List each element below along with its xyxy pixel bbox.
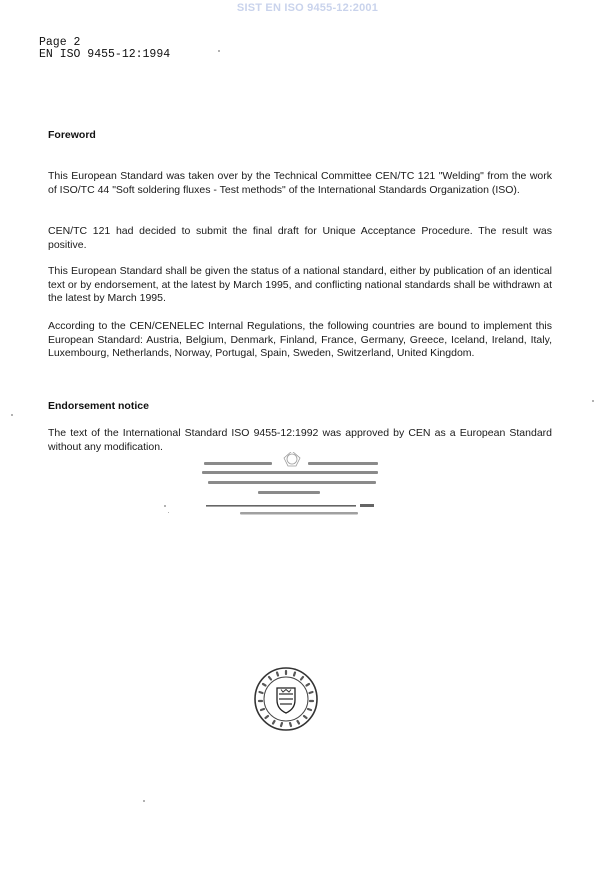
scan-speck [143, 800, 145, 802]
foreword-paragraph-4: According to the CEN/CENELEC Internal Regulations, the following countries are bound to implement this European Standard: Austria, Belgium, Denmark, Finland, France, Germany, Greece, Iceland, Ireland, Italy, Luxembourg, Netherlands, Norway, Portugal, Spain, Sweden, Switzerland, United Kingdom. [48, 320, 552, 360]
scan-speck [168, 512, 169, 513]
endorsement-heading: Endorsement notice [48, 400, 149, 412]
foreword-heading: Foreword [48, 129, 96, 141]
foreword-paragraph-3: This European Standard shall be given the status of a national standard, either by publication of an identical text or by endorsement, at the latest by March 1995, and conflicting national standards shall be withdrawn at the latest by March 1995. [48, 265, 552, 305]
scan-speck [11, 414, 13, 416]
page-number: Page 2 [39, 36, 81, 49]
endorsement-paragraph: The text of the International Standard ISO 9455-12:1992 was approved by CEN as a European Standard without any modification. [48, 427, 552, 453]
scan-speck [592, 400, 594, 402]
standard-number: EN ISO 9455-12:1994 [39, 48, 171, 61]
scan-speck [218, 50, 220, 52]
official-seal [253, 666, 319, 732]
page-header [39, 37, 170, 61]
foreword-paragraph-1: This European Standard was taken over by the Technical Committee CEN/TC 121 "Welding" from the work of ISO/TC 44 "Soft soldering fluxes - Test methods" of the International Standards Organization (ISO). [48, 170, 552, 196]
seal-graphic [253, 666, 319, 732]
scan-speck [164, 505, 166, 507]
watermark: SIST EN ISO 9455-12:2001 [236, 2, 379, 14]
approval-stamp [200, 452, 390, 532]
stamp-graphic [200, 452, 390, 532]
foreword-paragraph-2: CEN/TC 121 had decided to submit the final draft for Unique Acceptance Procedure. The result was positive. [48, 225, 552, 251]
